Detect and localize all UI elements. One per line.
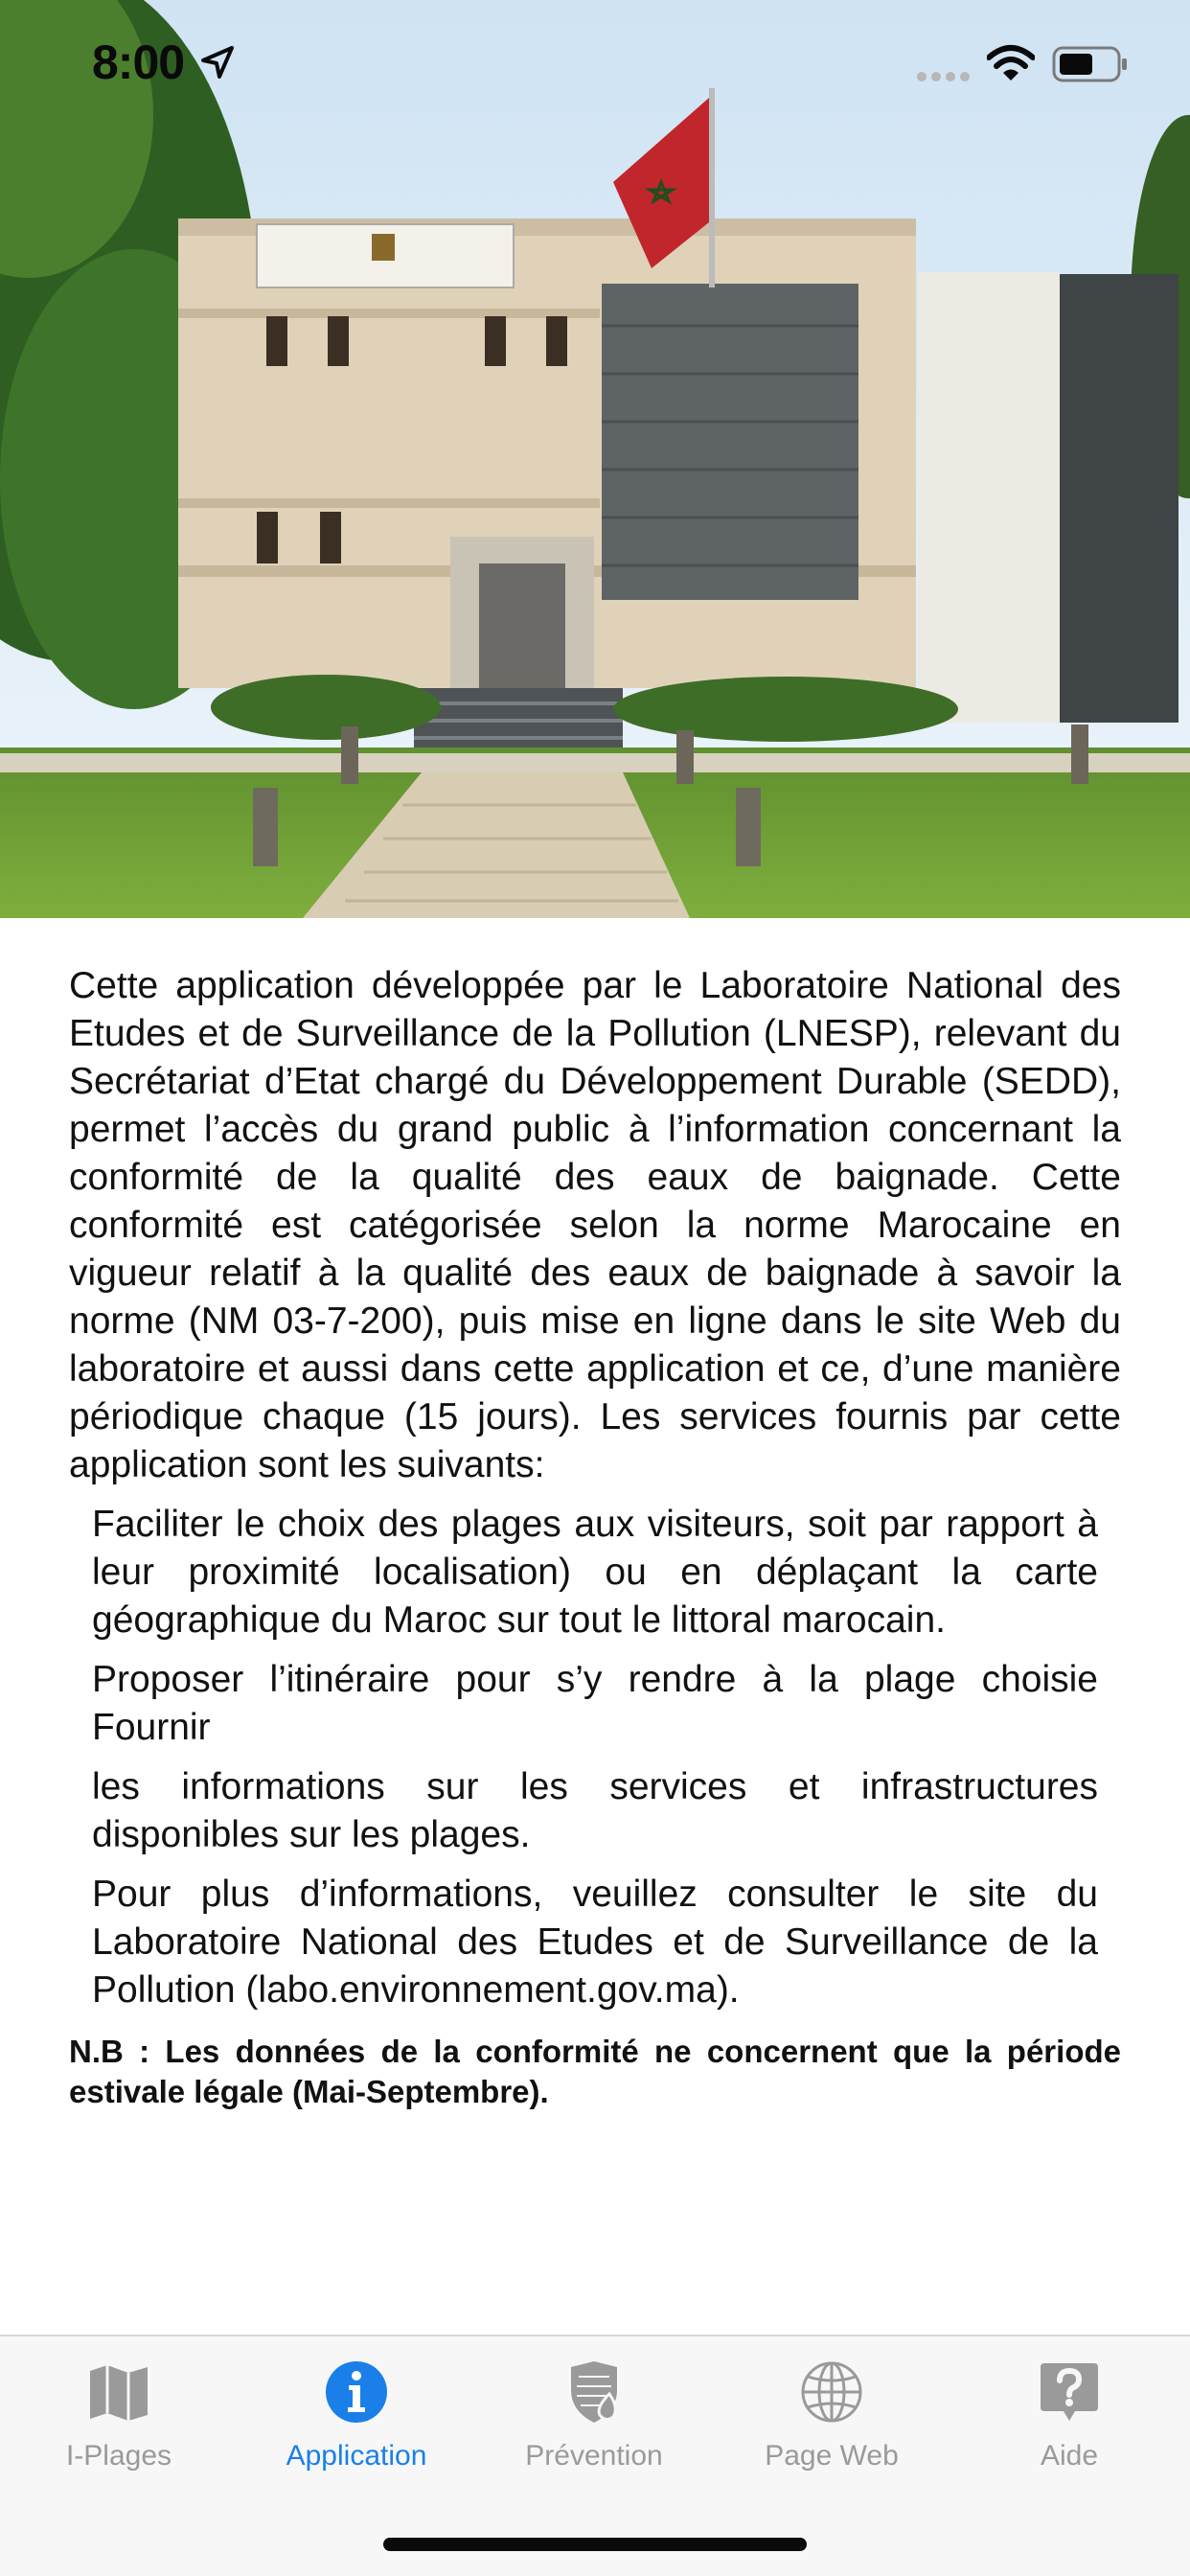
help-icon [1037, 2359, 1102, 2425]
status-time: 8:00 [92, 35, 185, 89]
location-icon [201, 46, 234, 79]
tab-application[interactable] [238, 2336, 475, 2471]
building-photo [0, 0, 1190, 918]
note-text: N.B : Les données de la conformité ne concernent que la période estivale légale (Mai-Septembre). [69, 2034, 1121, 2109]
tab-label: Page Web [765, 2440, 899, 2472]
hero-photo [0, 0, 1190, 918]
list-item: Proposer l’itinéraire pour s’y rendre à la plage choisie Fournir [92, 1659, 1098, 1748]
status-bar [0, 0, 1190, 126]
tab-aide[interactable] [950, 2336, 1188, 2471]
battery-icon [1052, 46, 1129, 82]
globe-icon [799, 2359, 864, 2425]
services-list [69, 1501, 1098, 2014]
tab-label: Aide [1040, 2440, 1099, 2472]
tab-page-web[interactable] [713, 2336, 950, 2471]
map-icon [86, 2359, 151, 2425]
list-item: les informations sur les services et infrastructures disponibles sur les plages. [92, 1766, 1098, 1855]
tab-label: Application [286, 2440, 427, 2472]
list-item: Faciliter le choix des plages aux visiteurs, soit par rapport à leur proximité localisation) ou en déplaçant la carte géographique du Maroc sur tout le littoral marocain. [92, 1504, 1098, 1641]
about-content [69, 962, 1121, 2112]
wifi-icon [987, 44, 1035, 82]
home-indicator[interactable] [383, 2538, 807, 2551]
list-item: Pour plus d’informations, veuillez consulter le site du Laboratoire National des Etudes et de Surveillance de la Pollution (labo.environnement.gov.ma). [92, 1874, 1098, 2011]
info-icon [324, 2359, 389, 2425]
tab-label: I-Plages [65, 2440, 172, 2472]
tab-i-plages[interactable] [0, 2336, 238, 2471]
intro-paragraph: Cette application développée par le Laboratoire National des Etudes et de Surveillance de la Pollution (LNESP), relevant du Secrétariat d’Etat chargé du Développement Durable (SEDD), permet l’accès du grand public à l’information concernant la conformité de la qualité des eaux de baignade. Cette conformité est catégorisée selon la norme Marocaine en vigueur relatif à la qualité des eaux de baignade à savoir la norme (NM 03-7-200), puis mise en ligne dans le site Web du laboratoire et aussi dans cette application et ce, d’une manière périodique chaque (15 jours). Les services fournis par cette application sont les suivants: [69, 965, 1121, 1485]
signal-icon [916, 71, 972, 82]
shield-icon [561, 2359, 627, 2425]
tab-label: Prévention [525, 2440, 663, 2472]
tab-prevention[interactable] [475, 2336, 713, 2471]
